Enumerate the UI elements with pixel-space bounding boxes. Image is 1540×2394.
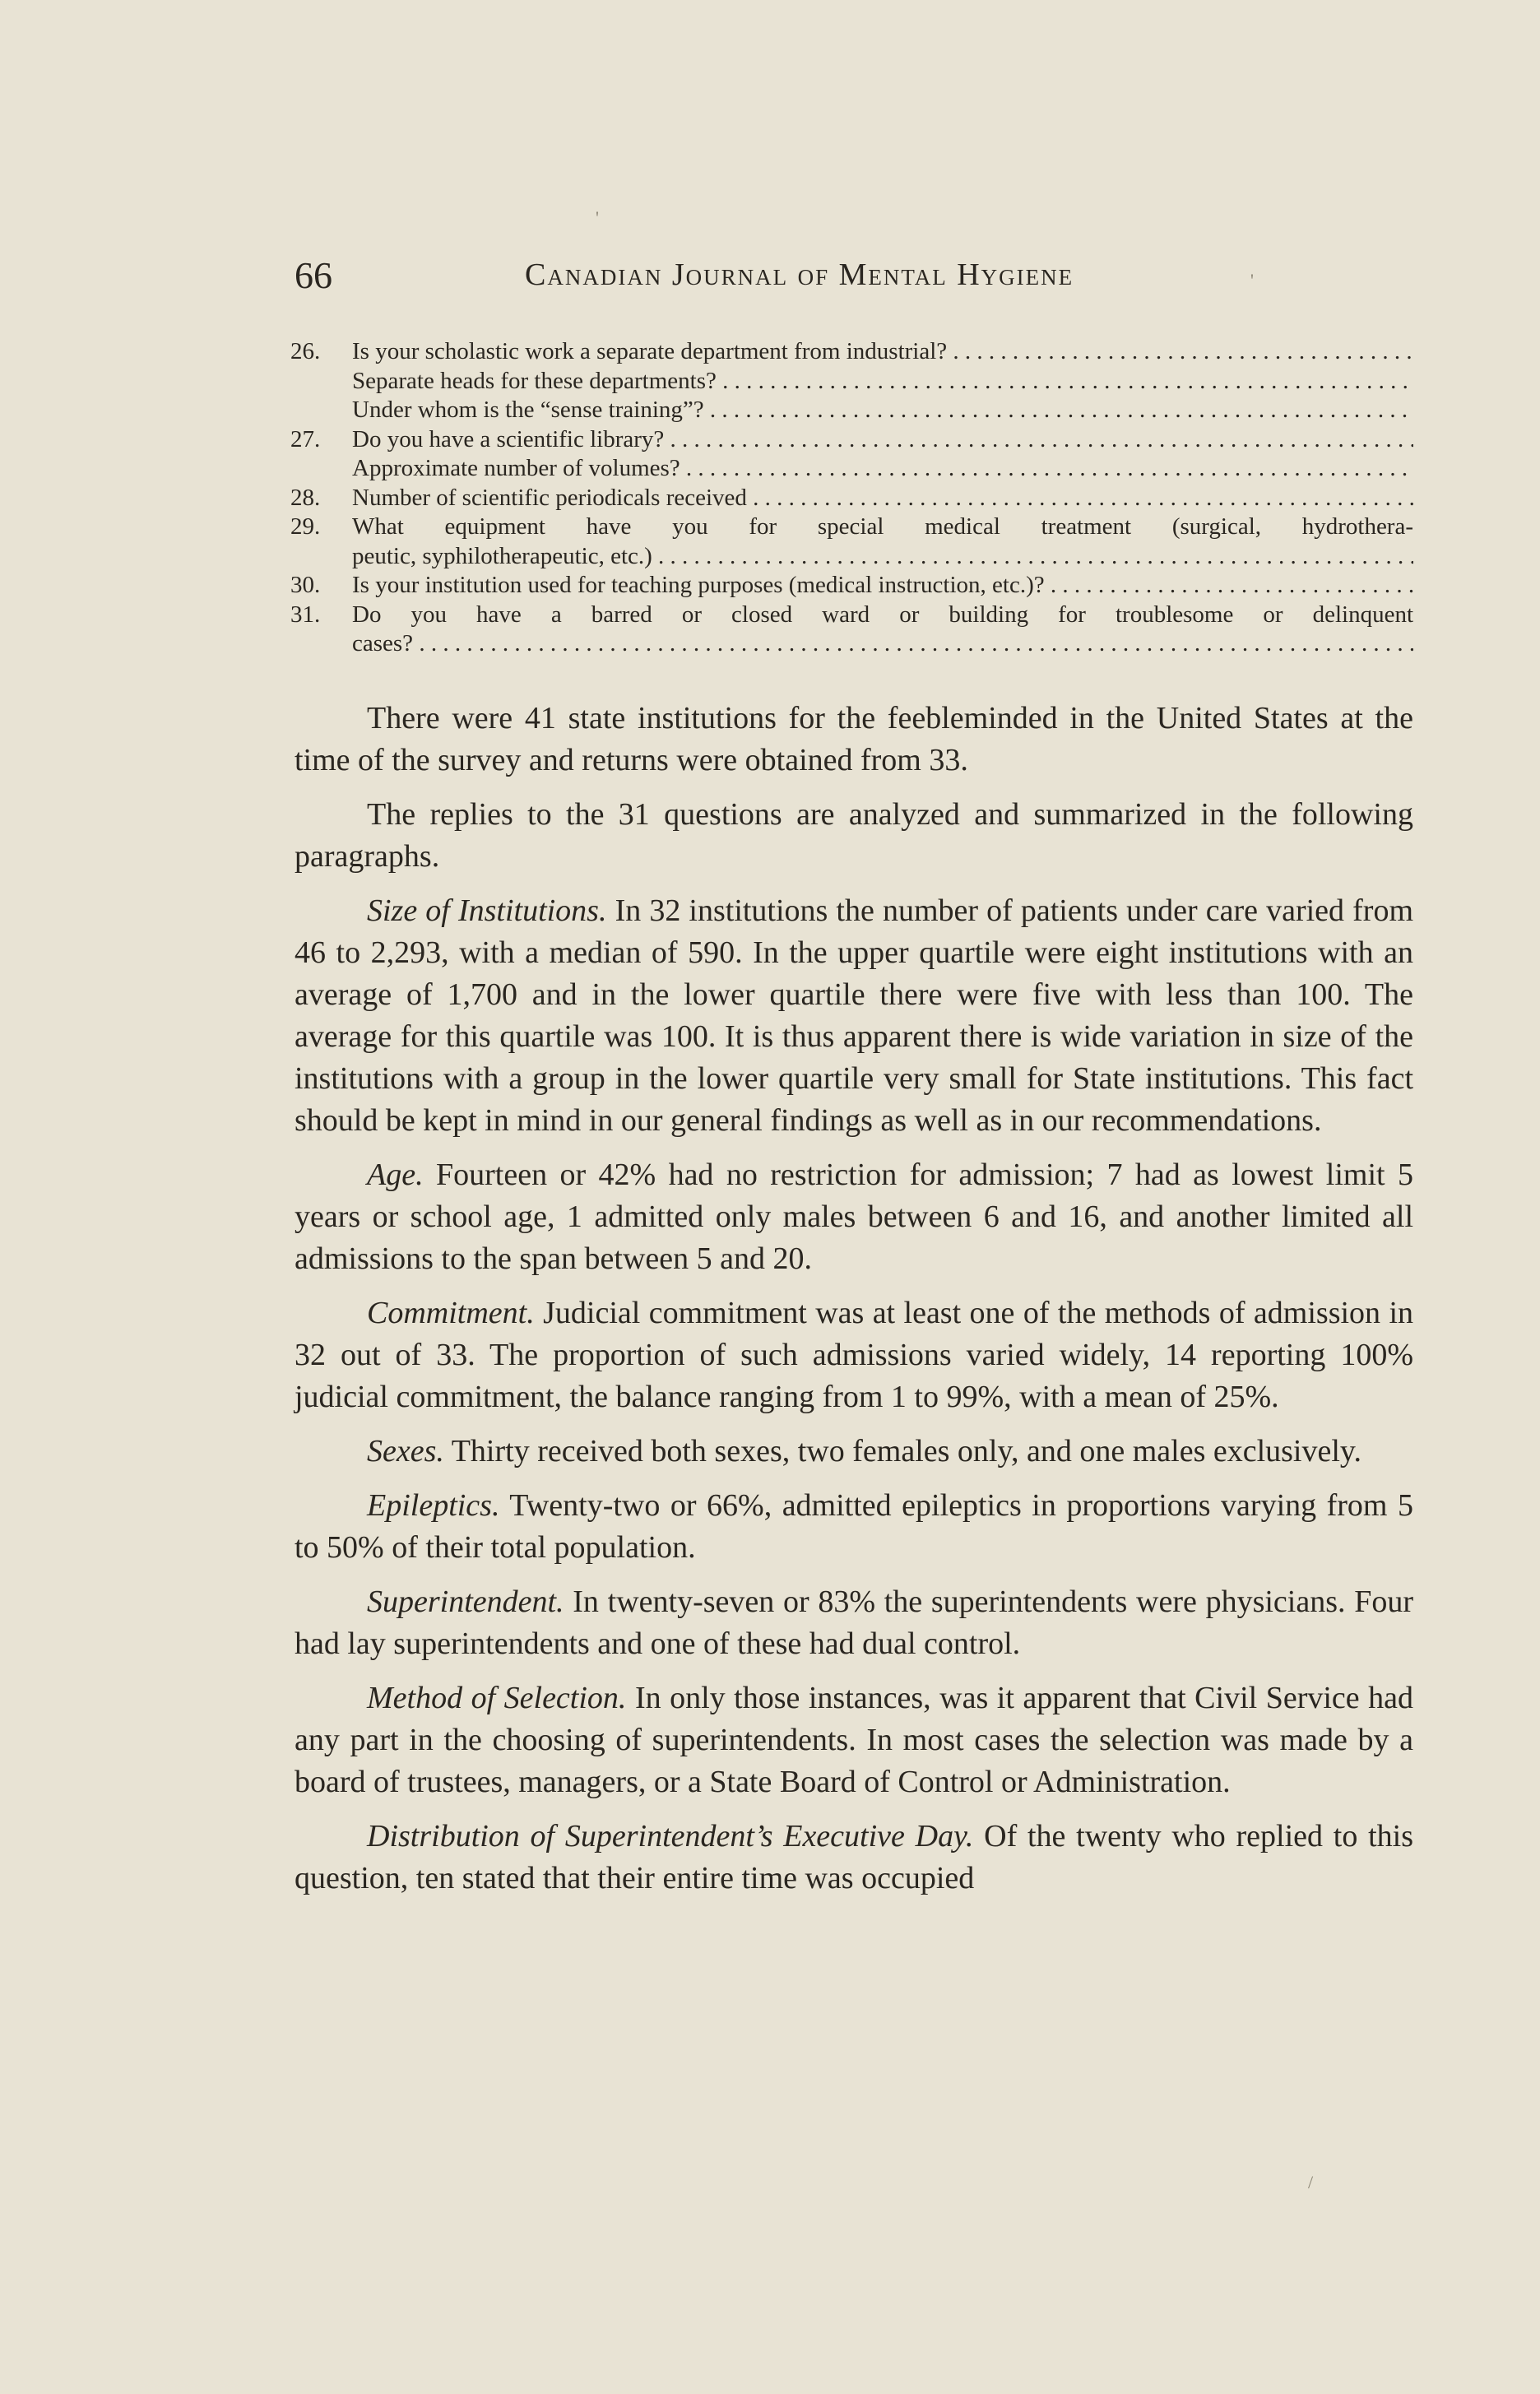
paragraph bbox=[295, 698, 1413, 782]
paragraph bbox=[295, 1485, 1413, 1569]
paragraph-text: In only those instances, was it apparent that Civil Service had any part in the choosing of superintendents. In most cases the selection was made by a board of trustees, managers, or a State Board of Control or Administration. bbox=[295, 1681, 1414, 1799]
paragraph-text: In 32 institutions the number of patients under care varied from 46 to 2,293, with a median of 590. In the upper quartile were eight institutions with an average of 1,700 and in the lower quartile there were five with less than 100. The average for this quartile was 100. It is thus apparent there is wide variation in size of the institutions with a group in the lower quartile very small for State institutions. This fact should be kept in mind in our general findings as well as in our recommendations. bbox=[295, 893, 1414, 1138]
paragraph-text: The replies to the 31 questions are analyzed and summarized in the following paragraphs. bbox=[295, 797, 1413, 874]
question-line bbox=[290, 337, 1413, 367]
running-head bbox=[295, 253, 1413, 303]
question-text: Approximate number of volumes? . . . bbox=[352, 454, 1413, 484]
paragraph bbox=[295, 1677, 1413, 1803]
question-text: Under whom is the “sense training”? . . . bbox=[352, 396, 1413, 425]
speck-mark: ' bbox=[1250, 270, 1254, 290]
paragraph-heading: Commitment. bbox=[367, 1296, 535, 1330]
questionnaire-list bbox=[290, 337, 1413, 659]
speck-mark: / bbox=[1308, 2172, 1314, 2192]
question-number: 26. bbox=[290, 338, 321, 364]
paragraph-text: There were 41 state institutions for the feebleminded in the United States at the time of the survey and returns were obtained from 33. bbox=[295, 701, 1413, 777]
paragraph bbox=[295, 1816, 1413, 1900]
paragraph bbox=[295, 1292, 1413, 1418]
paragraph-heading: Size of Institutions. bbox=[367, 893, 607, 928]
question-number: 29. bbox=[290, 513, 321, 540]
journal-title: Canadian Journal of Mental Hygiene bbox=[525, 257, 1074, 292]
paragraph bbox=[295, 1581, 1413, 1665]
question-line bbox=[290, 571, 1413, 601]
paragraph bbox=[295, 794, 1413, 878]
question-line bbox=[290, 513, 1413, 542]
paragraph bbox=[295, 1154, 1413, 1280]
question-line bbox=[290, 484, 1413, 513]
question-line bbox=[290, 542, 1413, 572]
question-text: Is your scholastic work a separate department from industrial? . . . bbox=[352, 337, 1413, 367]
question-text: Do you have a barred or closed ward or building for troublesome or delinquent bbox=[352, 601, 1413, 628]
paragraph-text: In twenty-seven or 83% the superintendents were physicians. Four had lay superintendents and one of these had dual control. bbox=[295, 1584, 1414, 1661]
article-body bbox=[295, 698, 1413, 1912]
question-line bbox=[290, 629, 1413, 659]
page-number: 66 bbox=[295, 254, 332, 296]
question-text: Separate heads for these departments? . . . bbox=[352, 367, 1413, 397]
question-text: What equipment have you for special medical treatment (surgical, hydrothera- bbox=[352, 513, 1413, 540]
paragraph-heading: Sexes. bbox=[367, 1434, 444, 1468]
paragraph bbox=[295, 890, 1413, 1142]
paragraph-text: Thirty received both sexes, two females only, and one males exclusively. bbox=[451, 1434, 1361, 1468]
question-line bbox=[290, 454, 1413, 484]
question-number: 31. bbox=[290, 601, 321, 628]
speck-mark: ' bbox=[596, 207, 599, 228]
paragraph-heading: Distribution of Superintendent’s Executive Day. bbox=[367, 1819, 974, 1853]
question-number: 30. bbox=[290, 572, 321, 598]
paragraph-text: Twenty-two or 66%, admitted epileptics in proportions varying from 5 to 50% of their total population. bbox=[295, 1488, 1413, 1565]
paragraph-text: Judicial commitment was at least one of the methods of admission in 32 out of 33. The proportion of such admissions varied widely, 14 reporting 100% judicial commitment, the balance ranging from 1 to 99%, with a mean of 25%. bbox=[295, 1296, 1414, 1414]
question-text: cases? . . . bbox=[352, 629, 1413, 659]
paragraph-heading: Superintendent. bbox=[367, 1584, 564, 1619]
question-text: Number of scientific periodicals received . . . bbox=[352, 484, 1413, 513]
question-line bbox=[290, 396, 1413, 425]
paragraph bbox=[295, 1431, 1413, 1473]
question-line bbox=[290, 425, 1413, 455]
question-text: Is your institution used for teaching purposes (medical instruction, etc.)? . . . bbox=[352, 571, 1413, 601]
paragraph-text: Of the twenty who replied to this question, ten stated that their entire time was occupied bbox=[295, 1819, 1414, 1895]
paragraph-heading: Age. bbox=[367, 1158, 424, 1192]
paragraph-text: Fourteen or 42% had no restriction for admission; 7 had as lowest limit 5 years or school age, 1 admitted only males between 6 and 16, and another limited all admissions to the span between 5 and 20. bbox=[295, 1158, 1413, 1276]
question-line bbox=[290, 367, 1413, 397]
question-text: Do you have a scientific library? . . . bbox=[352, 425, 1413, 455]
question-text: peutic, syphilotherapeutic, etc.) . . . bbox=[352, 542, 1413, 572]
question-number: 27. bbox=[290, 425, 321, 452]
paragraph-heading: Method of Selection. bbox=[367, 1681, 627, 1715]
question-line bbox=[290, 601, 1413, 630]
question-number: 28. bbox=[290, 484, 321, 511]
paragraph-heading: Epileptics. bbox=[367, 1488, 500, 1523]
